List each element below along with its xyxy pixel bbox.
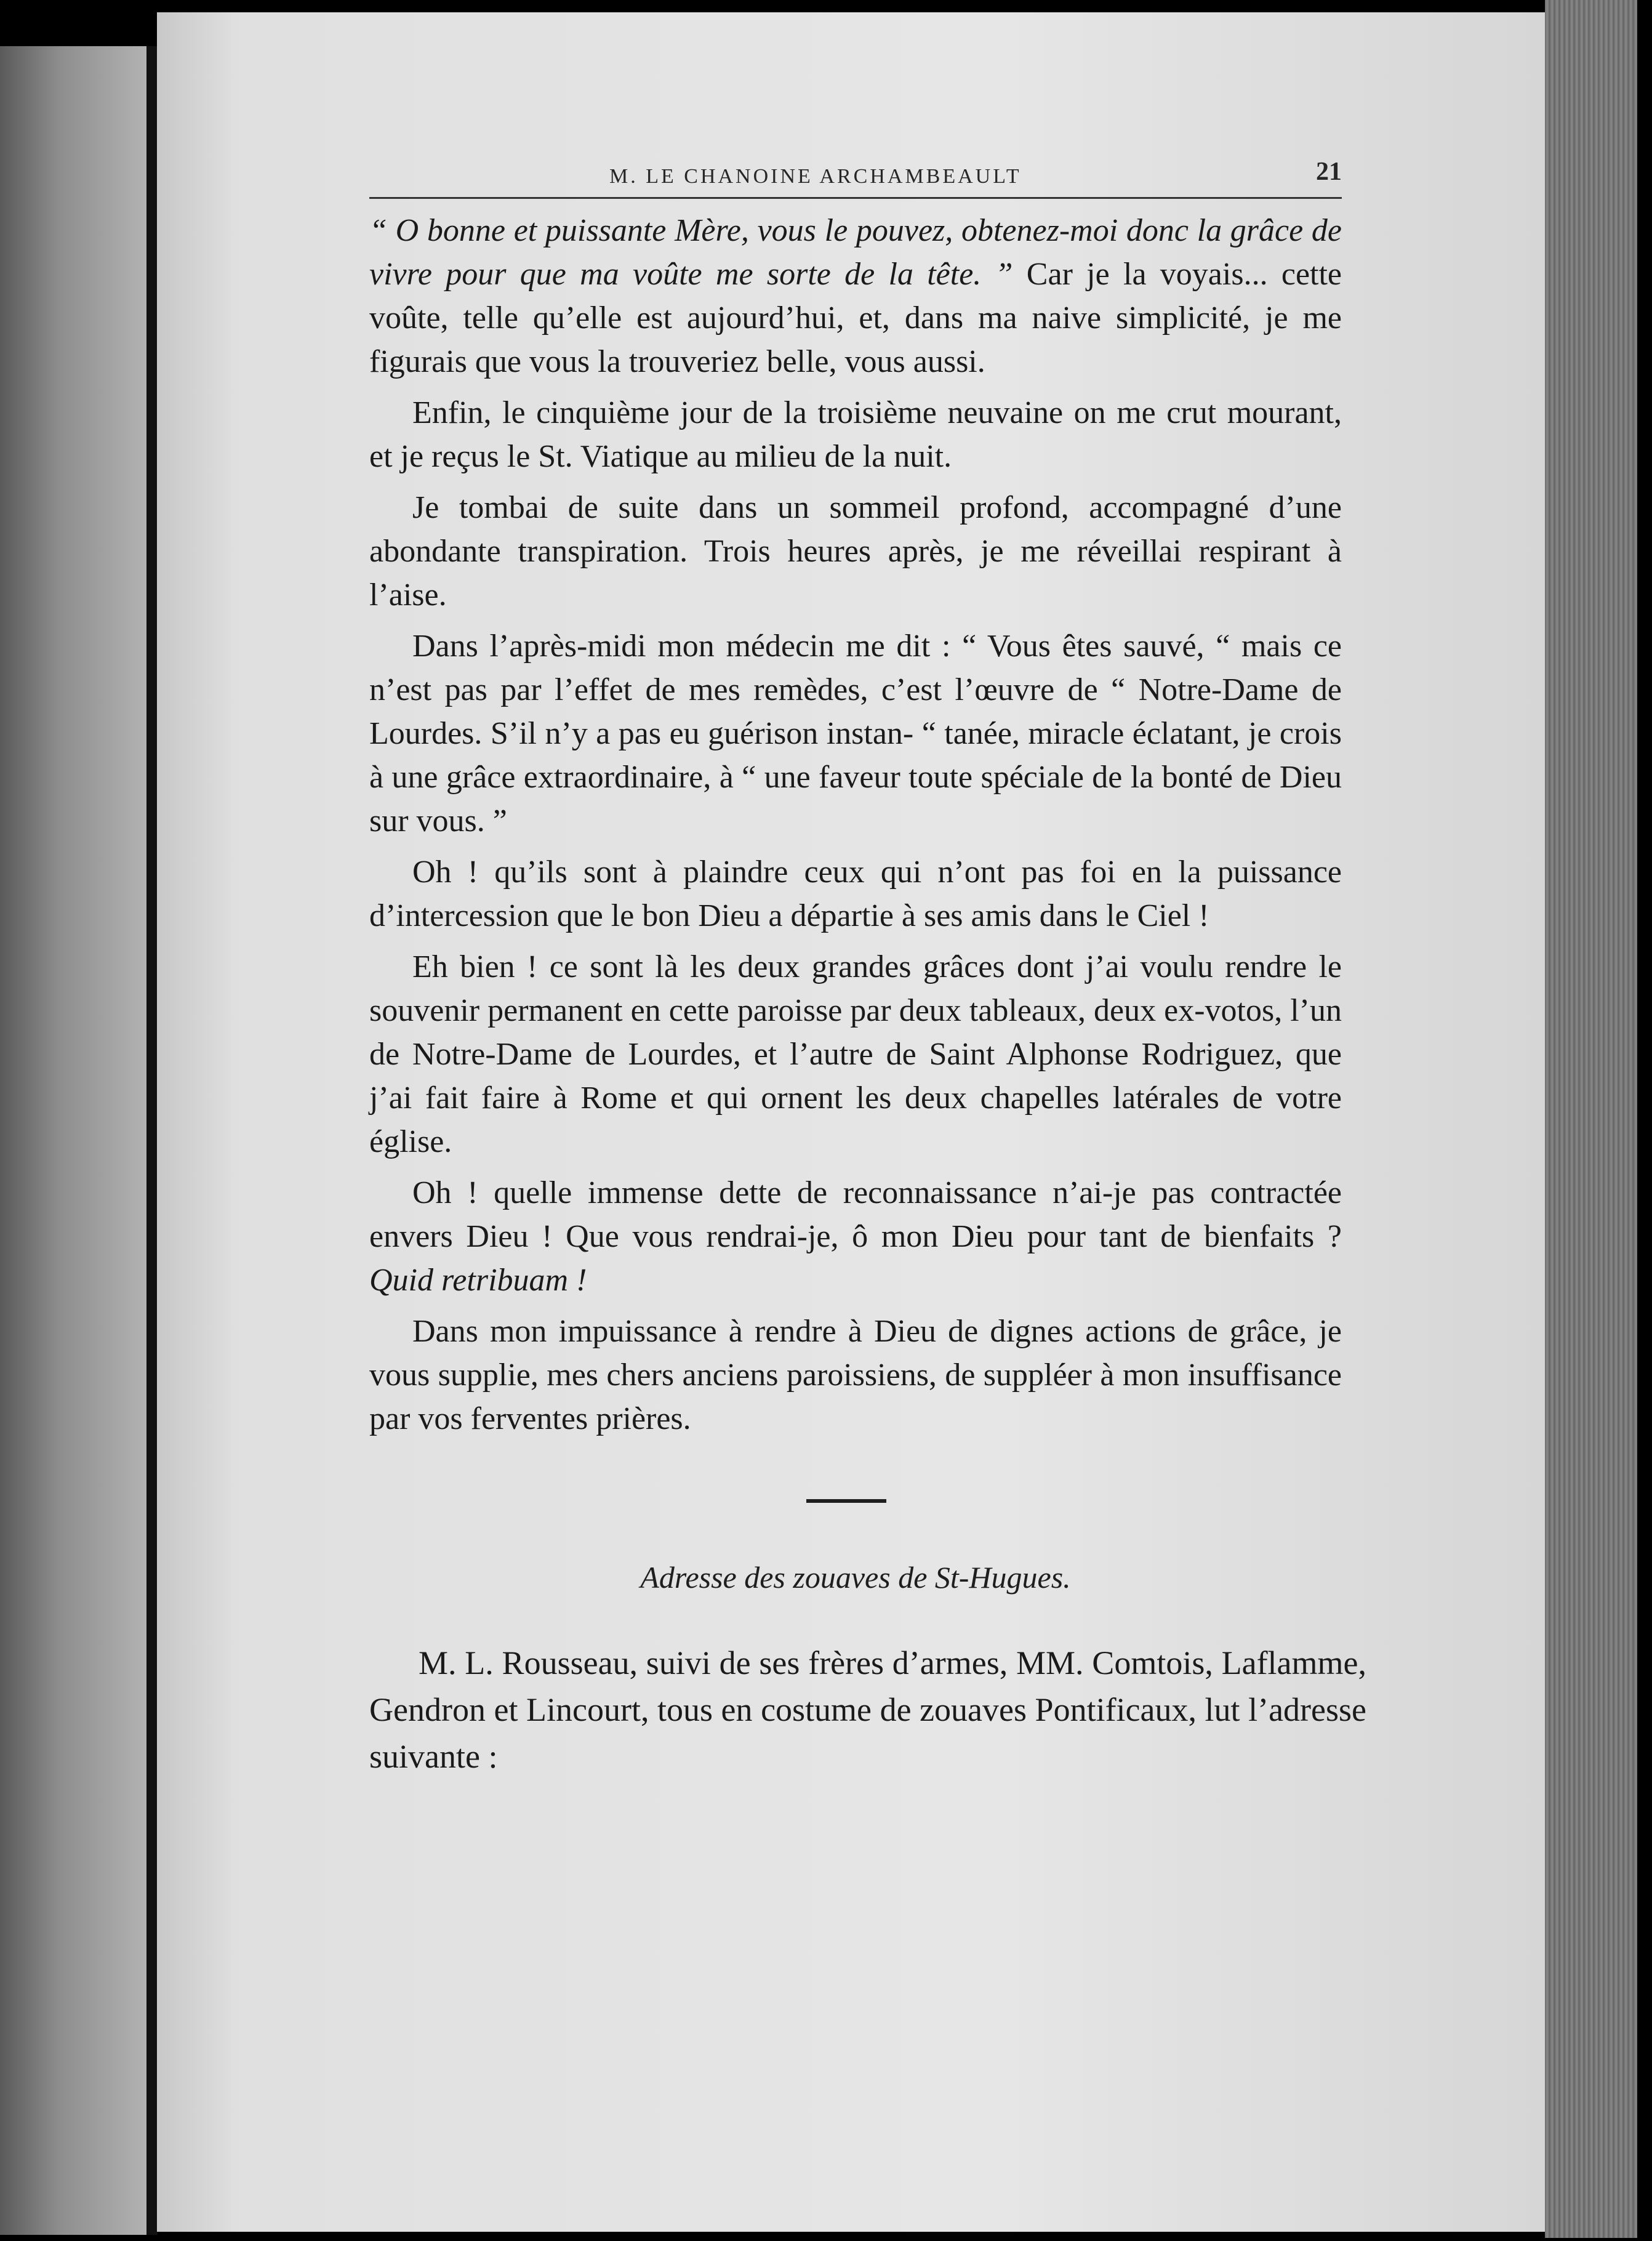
paragraph-7 — [369, 1171, 1342, 1302]
paragraph-2: Enfin, le cinquième jour de la troisième neuvaine on me crut mourant, et je reçus le St. Viatique au milieu de la nuit. — [369, 395, 1342, 474]
paragraph-1-text: Car je la voyais... cette voûte, telle qu’elle est aujourd’hui, et, dans ma naive simplicité, je me figurais que vous la trouveriez belle, vous aussi. — [369, 257, 1342, 379]
section-paragraph: M. L. Rousseau, suivi de ses frères d’armes, MM. Comtois, Laflamme, Gendron et Lincourt, tous en costume de zouaves Pontificaux, lut l’adresse suivante : — [369, 1644, 1366, 1775]
page-stack-edge — [1545, 0, 1637, 2238]
paragraph-1 — [369, 209, 1342, 384]
paragraph-8: Dans mon impuissance à rendre à Dieu de dignes actions de grâce, je vous supplie, mes chers anciens paroissiens, de suppléer à mon insuffisance par vos ferventes prières. — [369, 1314, 1342, 1436]
paragraph-4: Dans l’après-midi mon médecin me dit : “ Vous êtes sauvé, “ mais ce n’est pas par l’effet de mes remèdes, c’est l’œuvre de “ Notre-Dame de Lourdes. S’il n’y a pas eu guérison instan- “ tanée, miracle éclatant, je crois à une grâce extraordinaire, à “ une faveur toute spéciale de la bonté de Dieu sur vous. ” — [369, 629, 1342, 839]
latin-phrase: Quid retribuam ! — [369, 1263, 587, 1298]
left-page-edge — [0, 46, 151, 2235]
paragraph-6: Eh bien ! ce sont là les deux grandes grâces dont j’ai voulu rendre le souvenir permanent en cette paroisse par deux tableaux, deux ex-votos, l’un de Notre-Dame de Lourdes, et l’autre de Saint Alphonse Rodriguez, que j’ai fait faire à Rome et qui ornent les deux chapelles latérales de votre église. — [369, 949, 1342, 1159]
quoted-prayer: “ O bonne et puissante Mère, vous le pouvez, obtenez-moi donc la grâce de vivre pour que ma voûte me sorte de la tête. ” — [369, 213, 1342, 292]
paragraph-5: Oh ! qu’ils sont à plaindre ceux qui n’ont pas foi en la puissance d’intercession que le bon Dieu a départie à ses amis dans le Ciel ! — [369, 855, 1342, 933]
running-title: M. LE CHANOINE ARCHAMBEAULT — [609, 165, 1022, 188]
section-divider — [806, 1499, 886, 1503]
paragraph-7-text: Oh ! quelle immense dette de reconnaissance n’ai-je pas contractée envers Dieu ! Que vous rendrai-je, ô mon Dieu pour tant de bienfaits ? — [369, 1175, 1342, 1254]
running-head — [369, 142, 1342, 199]
section-title: Adresse des zouaves de St-Hugues. — [640, 1560, 1071, 1595]
page-number: 21 — [1316, 158, 1342, 186]
paragraph-3: Je tombai de suite dans un sommeil profond, accompagné d’une abondante transpiration. Trois heures après, je me réveillai respirant à l’aise. — [369, 490, 1342, 613]
book-gutter — [146, 46, 158, 2235]
page-content — [369, 142, 1366, 1813]
